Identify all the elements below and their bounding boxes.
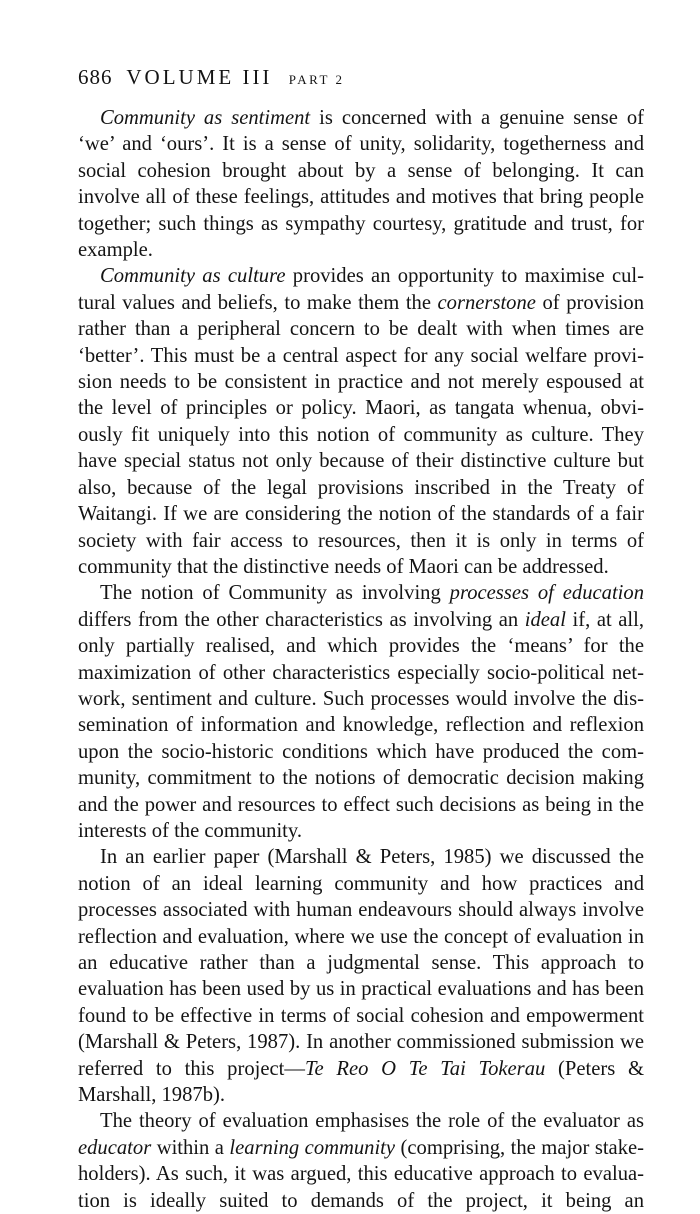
italic-phrase: cornerstone bbox=[437, 291, 536, 314]
italic-phrase: ideal bbox=[524, 608, 566, 631]
italic-phrase: processes of education bbox=[449, 582, 644, 605]
paragraph bbox=[78, 844, 644, 1108]
text-run: is concerned with a genuine sense of ‘we’ and ‘ours’. It is a sense of unity, solidarity, togetherness and social cohesion brought about by a sense of belonging. It can involve all of these feelings, attitudes and motives that bring people together; such things as sympathy courtesy, gratitude and trust, for example. bbox=[78, 107, 644, 262]
book-page bbox=[78, 64, 644, 1214]
text-run: within a bbox=[151, 1136, 230, 1159]
text-run: of provision rather than a peripheral concern to be dealt with when times are ‘better’. This must be a central aspect for any social welfare provision needs to be consistent in practice and not merely espoused at the level of principles or policy. Maori, as tangata whenua, obviously fit uniquely into this notion of community as culture. They have special status not only because of their distinctive culture but also, because of the legal provisions inscribed in the Treaty of Waitangi. If we are considering the notion of the standards of a fair society with fair access to resources, then it is only in terms of community that the distinctive needs of Maori can be addressed. bbox=[78, 291, 644, 578]
text-run: provides an opportunity to maximise cultural values and beliefs, to make them the bbox=[78, 265, 644, 314]
italic-phrase: learning community bbox=[229, 1136, 396, 1159]
text-run: (Peters & Marshall, 1987b). bbox=[78, 1057, 644, 1107]
text-run: (comprising, the major stakeholders). As such, it was argued, this educative approach to evaluation is ideally suited to demands of the project, it being an bbox=[78, 1136, 644, 1212]
paragraph bbox=[78, 580, 644, 844]
paragraph bbox=[78, 105, 644, 263]
text-run: In an earlier paper (Marshall & Peters, 1985) we discussed the notion of an ideal learning community and how practices and processes associated with human endeavours should always involve reflection and evaluation, where we use the concept of evaluation in an educative rather than a judgmental sense. This approach to evaluation has been used by us in practical evaluations and has been found to be effective in terms of social cohesion and empowerment (Marshall & Peters, 1987). In another commissioned submission we referred to this project— bbox=[78, 846, 644, 1080]
running-header bbox=[78, 64, 644, 93]
body-text bbox=[78, 105, 644, 1214]
italic-phrase: educator bbox=[78, 1136, 152, 1159]
page-number: 686 bbox=[78, 65, 113, 89]
text-run: The notion of Community as involving bbox=[100, 582, 450, 605]
italic-phrase: Community as sentiment bbox=[100, 107, 311, 129]
paragraph bbox=[78, 1108, 644, 1214]
part-label: PART 2 bbox=[288, 72, 345, 87]
italic-phrase: Te Reo O Te Tai Tokerau bbox=[304, 1057, 546, 1080]
paragraph bbox=[78, 263, 644, 580]
text-run: differs from the other characteristics as involving an bbox=[78, 608, 525, 631]
text-run: if, at all, only partially realised, and which provides the ‘means’ for the maximization of other characteristics especially socio-political network, sentiment and culture. Such processes would involve the dissemination of information and knowledge, reflection and reflexion upon the socio-historic conditions which have produced the community, commitment to the notions of democratic decision making and the power and resources to effect such decisions as being in the interests of the community. bbox=[78, 608, 644, 842]
text-run: The theory of evaluation emphasises the role of the evaluator as bbox=[100, 1110, 644, 1133]
volume-label: VOLUME III bbox=[126, 65, 273, 89]
italic-phrase: Community as culture bbox=[100, 265, 286, 288]
